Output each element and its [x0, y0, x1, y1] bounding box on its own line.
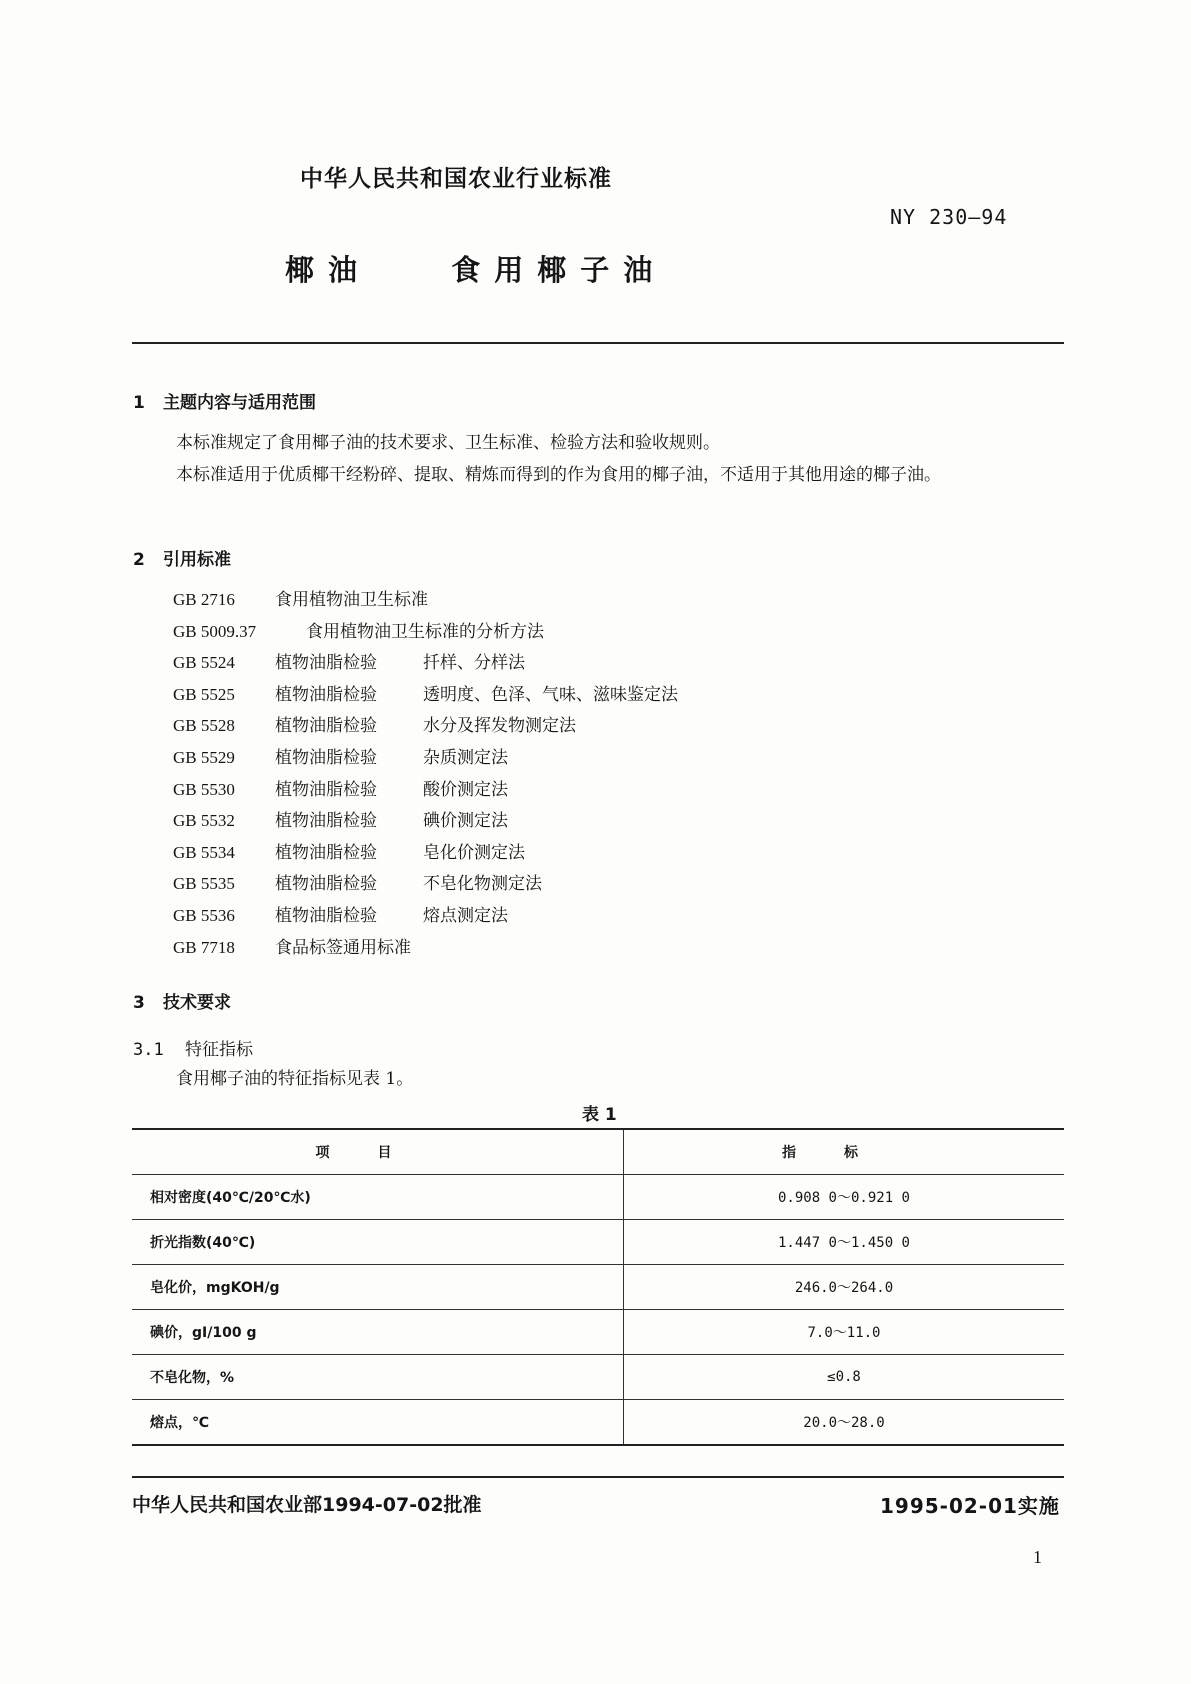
- reference-item: [173, 900, 678, 932]
- row-item: 碘价，gI/100 g: [132, 1310, 624, 1355]
- reference-category: 植物油脂检验: [275, 905, 377, 926]
- reference-item: [173, 742, 678, 774]
- row-item: 不皂化物，%: [132, 1355, 624, 1400]
- reference-category: 植物油脂检验: [275, 874, 377, 895]
- row-value: 0.908 0～0.921 0: [624, 1175, 1065, 1220]
- effective-date: 1995-02-01实施: [880, 1494, 1060, 1518]
- column-header-value: 指标: [624, 1129, 1065, 1175]
- reference-category: 植物油脂检验: [275, 811, 377, 832]
- row-value: ≤0.8: [624, 1355, 1065, 1400]
- reference-item: [173, 616, 678, 648]
- document-title: 椰油 食用椰子油: [285, 253, 667, 287]
- reference-item: [173, 679, 678, 711]
- reference-category: 植物油脂检验: [275, 684, 377, 705]
- reference-code: GB 5529: [173, 747, 235, 767]
- reference-list: [173, 584, 678, 963]
- row-value: 246.0～264.0: [624, 1265, 1065, 1310]
- reference-name: 扦样、分样法: [423, 653, 525, 674]
- subsection-number: 3.1: [133, 1040, 164, 1060]
- reference-category: 植物油脂检验: [275, 747, 377, 768]
- row-value: 1.447 0～1.450 0: [624, 1220, 1065, 1265]
- column-header-item: 项目: [132, 1129, 624, 1175]
- reference-name: 食用植物油卫生标准的分析方法: [306, 621, 544, 642]
- row-item: 相对密度(40℃/20℃水): [132, 1175, 624, 1220]
- reference-item: [173, 647, 678, 679]
- reference-name: 食品标签通用标准: [275, 937, 411, 958]
- reference-name: 不皂化物测定法: [423, 874, 542, 895]
- reference-category: 植物油脂检验: [275, 653, 377, 674]
- reference-code: GB 5525: [173, 684, 235, 704]
- table-caption: 表 1: [582, 1105, 617, 1125]
- reference-code: GB 2716: [173, 590, 235, 609]
- table-header-row: [132, 1129, 1064, 1175]
- reference-category: 植物油脂检验: [275, 779, 377, 800]
- reference-code: GB 5009.37: [173, 621, 257, 641]
- row-value: 7.0～11.0: [624, 1310, 1065, 1355]
- reference-name: 水分及挥发物测定法: [423, 716, 576, 737]
- section-number: 2: [133, 550, 145, 570]
- issuing-organization: 中华人民共和国农业行业标准: [300, 166, 612, 192]
- reference-code: GB 5532: [173, 811, 235, 831]
- section-2-heading: [133, 545, 231, 570]
- page-number: 1: [1033, 1547, 1042, 1567]
- table-row: [132, 1400, 1064, 1446]
- reference-code: GB 5528: [173, 716, 235, 736]
- section-title: 主题内容与适用范围: [163, 393, 316, 413]
- reference-name: 熔点测定法: [423, 905, 508, 926]
- table-row: [132, 1310, 1064, 1355]
- reference-item: [173, 868, 678, 900]
- header-rule: [132, 342, 1064, 344]
- reference-item: [173, 584, 678, 616]
- reference-code: GB 7718: [173, 937, 235, 957]
- section-title: 引用标准: [163, 550, 231, 570]
- reference-code: GB 5524: [173, 653, 235, 673]
- subsection-text: 食用椰子油的特征指标见表 1。: [176, 1069, 414, 1089]
- reference-name: 酸价测定法: [423, 779, 508, 800]
- reference-name: 食用植物油卫生标准: [275, 590, 428, 610]
- section-1-paragraph: 本标准规定了食用椰子油的技术要求、卫生标准、检验方法和验收规则。: [176, 433, 720, 453]
- reference-name: 碘价测定法: [423, 811, 508, 832]
- standard-number: NY 230—94: [890, 205, 1008, 229]
- section-1-heading: [133, 388, 316, 413]
- reference-name: 透明度、色泽、气味、滋味鉴定法: [423, 684, 678, 705]
- section-title: 技术要求: [163, 993, 231, 1013]
- table-row: [132, 1220, 1064, 1265]
- reference-code: GB 5530: [173, 779, 235, 799]
- section-number: 1: [133, 393, 145, 413]
- row-item: 熔点，℃: [132, 1400, 624, 1446]
- approval-line: 中华人民共和国农业部1994-07-02批准: [132, 1494, 482, 1516]
- characteristics-table: [132, 1128, 1064, 1446]
- section-number: 3: [133, 993, 145, 1013]
- reference-item: [173, 805, 678, 837]
- reference-category: 植物油脂检验: [275, 716, 377, 737]
- reference-item: [173, 710, 678, 742]
- reference-name: 杂质测定法: [423, 747, 508, 768]
- section-3-heading: [133, 988, 231, 1013]
- section-1-paragraph: 本标准适用于优质椰干经粉碎、提取、精炼而得到的作为食用的椰子油，不适用于其他用途的椰子油。: [176, 465, 941, 485]
- subsection-title: 特征指标: [185, 1040, 253, 1060]
- reference-code: GB 5534: [173, 842, 235, 862]
- reference-item: [173, 837, 678, 869]
- reference-name: 皂化价测定法: [423, 842, 525, 863]
- row-item: 皂化价，mgKOH/g: [132, 1265, 624, 1310]
- table-row: [132, 1355, 1064, 1400]
- reference-category: 植物油脂检验: [275, 842, 377, 863]
- reference-item: [173, 932, 678, 964]
- reference-code: GB 5535: [173, 874, 235, 894]
- reference-code: GB 5536: [173, 905, 235, 925]
- table-row: [132, 1175, 1064, 1220]
- table-row: [132, 1265, 1064, 1310]
- subsection-3-1-heading: [133, 1035, 253, 1060]
- footer-rule: [132, 1476, 1064, 1478]
- reference-item: [173, 774, 678, 806]
- row-item: 折光指数(40℃): [132, 1220, 624, 1265]
- row-value: 20.0～28.0: [624, 1400, 1065, 1446]
